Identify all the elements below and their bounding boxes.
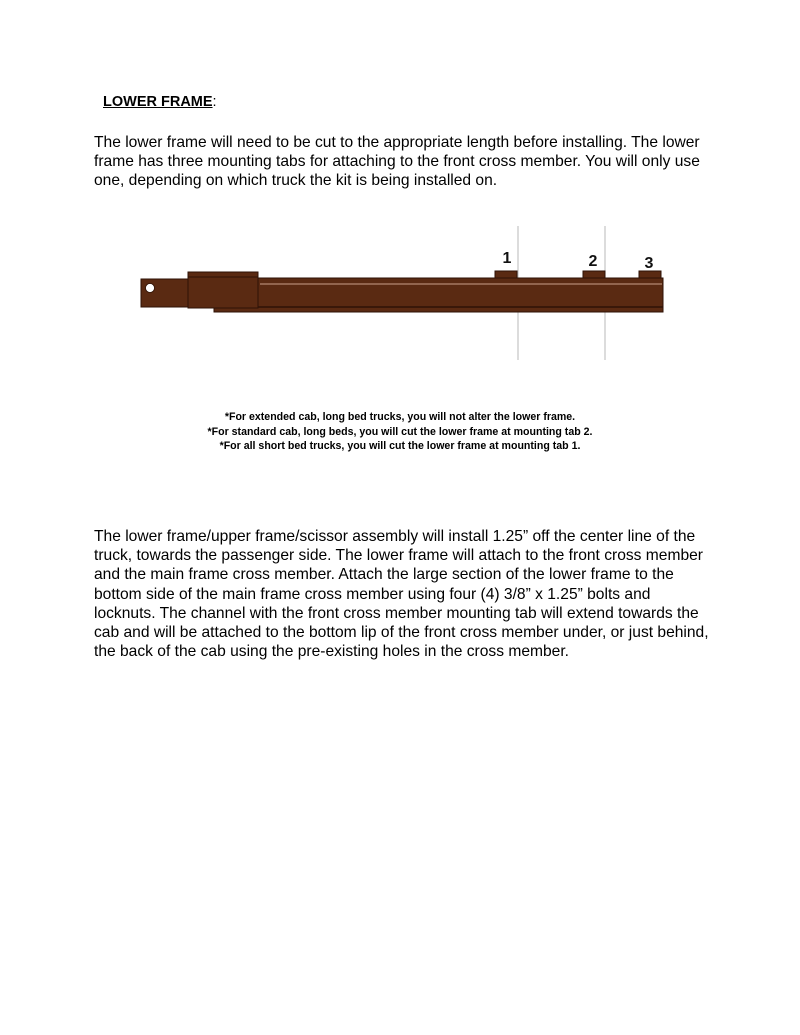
- intro-paragraph: The lower frame will need to be cut to the appropriate length before installing. The lower frame has three mounting tabs for attaching to the front cross member. You will only use one, depending on which truck the kit is being installed on.: [94, 134, 700, 190]
- tab-label-1: 1: [502, 250, 512, 267]
- section-title-colon: :: [212, 94, 217, 110]
- install-paragraph: The lower frame/upper frame/scissor assembly will install 1.25” off the center line of the truck, towards the passenger side. The lower frame will attach to the front cross member and the main frame cross member. Attach the large section of the lower frame to the bottom side of the main frame cross member using four (4) 3/8” x 1.25” bolts and locknuts. The channel with the front cross member mounting tab will extend towards the cab and will be attached to the bottom lip of the front cross member under, or just behind, the back of the cab using the pre-existing holes in the cross member.: [94, 528, 709, 661]
- lower-frame-diagram: [130, 222, 675, 362]
- mounting-hole: [146, 284, 155, 293]
- cut-notes: [100, 410, 700, 454]
- frame-end-bar: [141, 279, 188, 307]
- tab-label-3: 3: [644, 255, 654, 272]
- section-heading: [103, 94, 217, 110]
- section-title: LOWER FRAME: [103, 94, 213, 110]
- note-extended-cab: *For extended cab, long bed trucks, you will not alter the lower frame.: [224, 411, 576, 423]
- note-short-bed: *For all short bed trucks, you will cut the lower frame at mounting tab 1.: [219, 440, 581, 452]
- note-standard-cab: *For standard cab, long beds, you will cut the lower frame at mounting tab 2.: [207, 425, 593, 438]
- tab-label-2: 2: [588, 253, 598, 270]
